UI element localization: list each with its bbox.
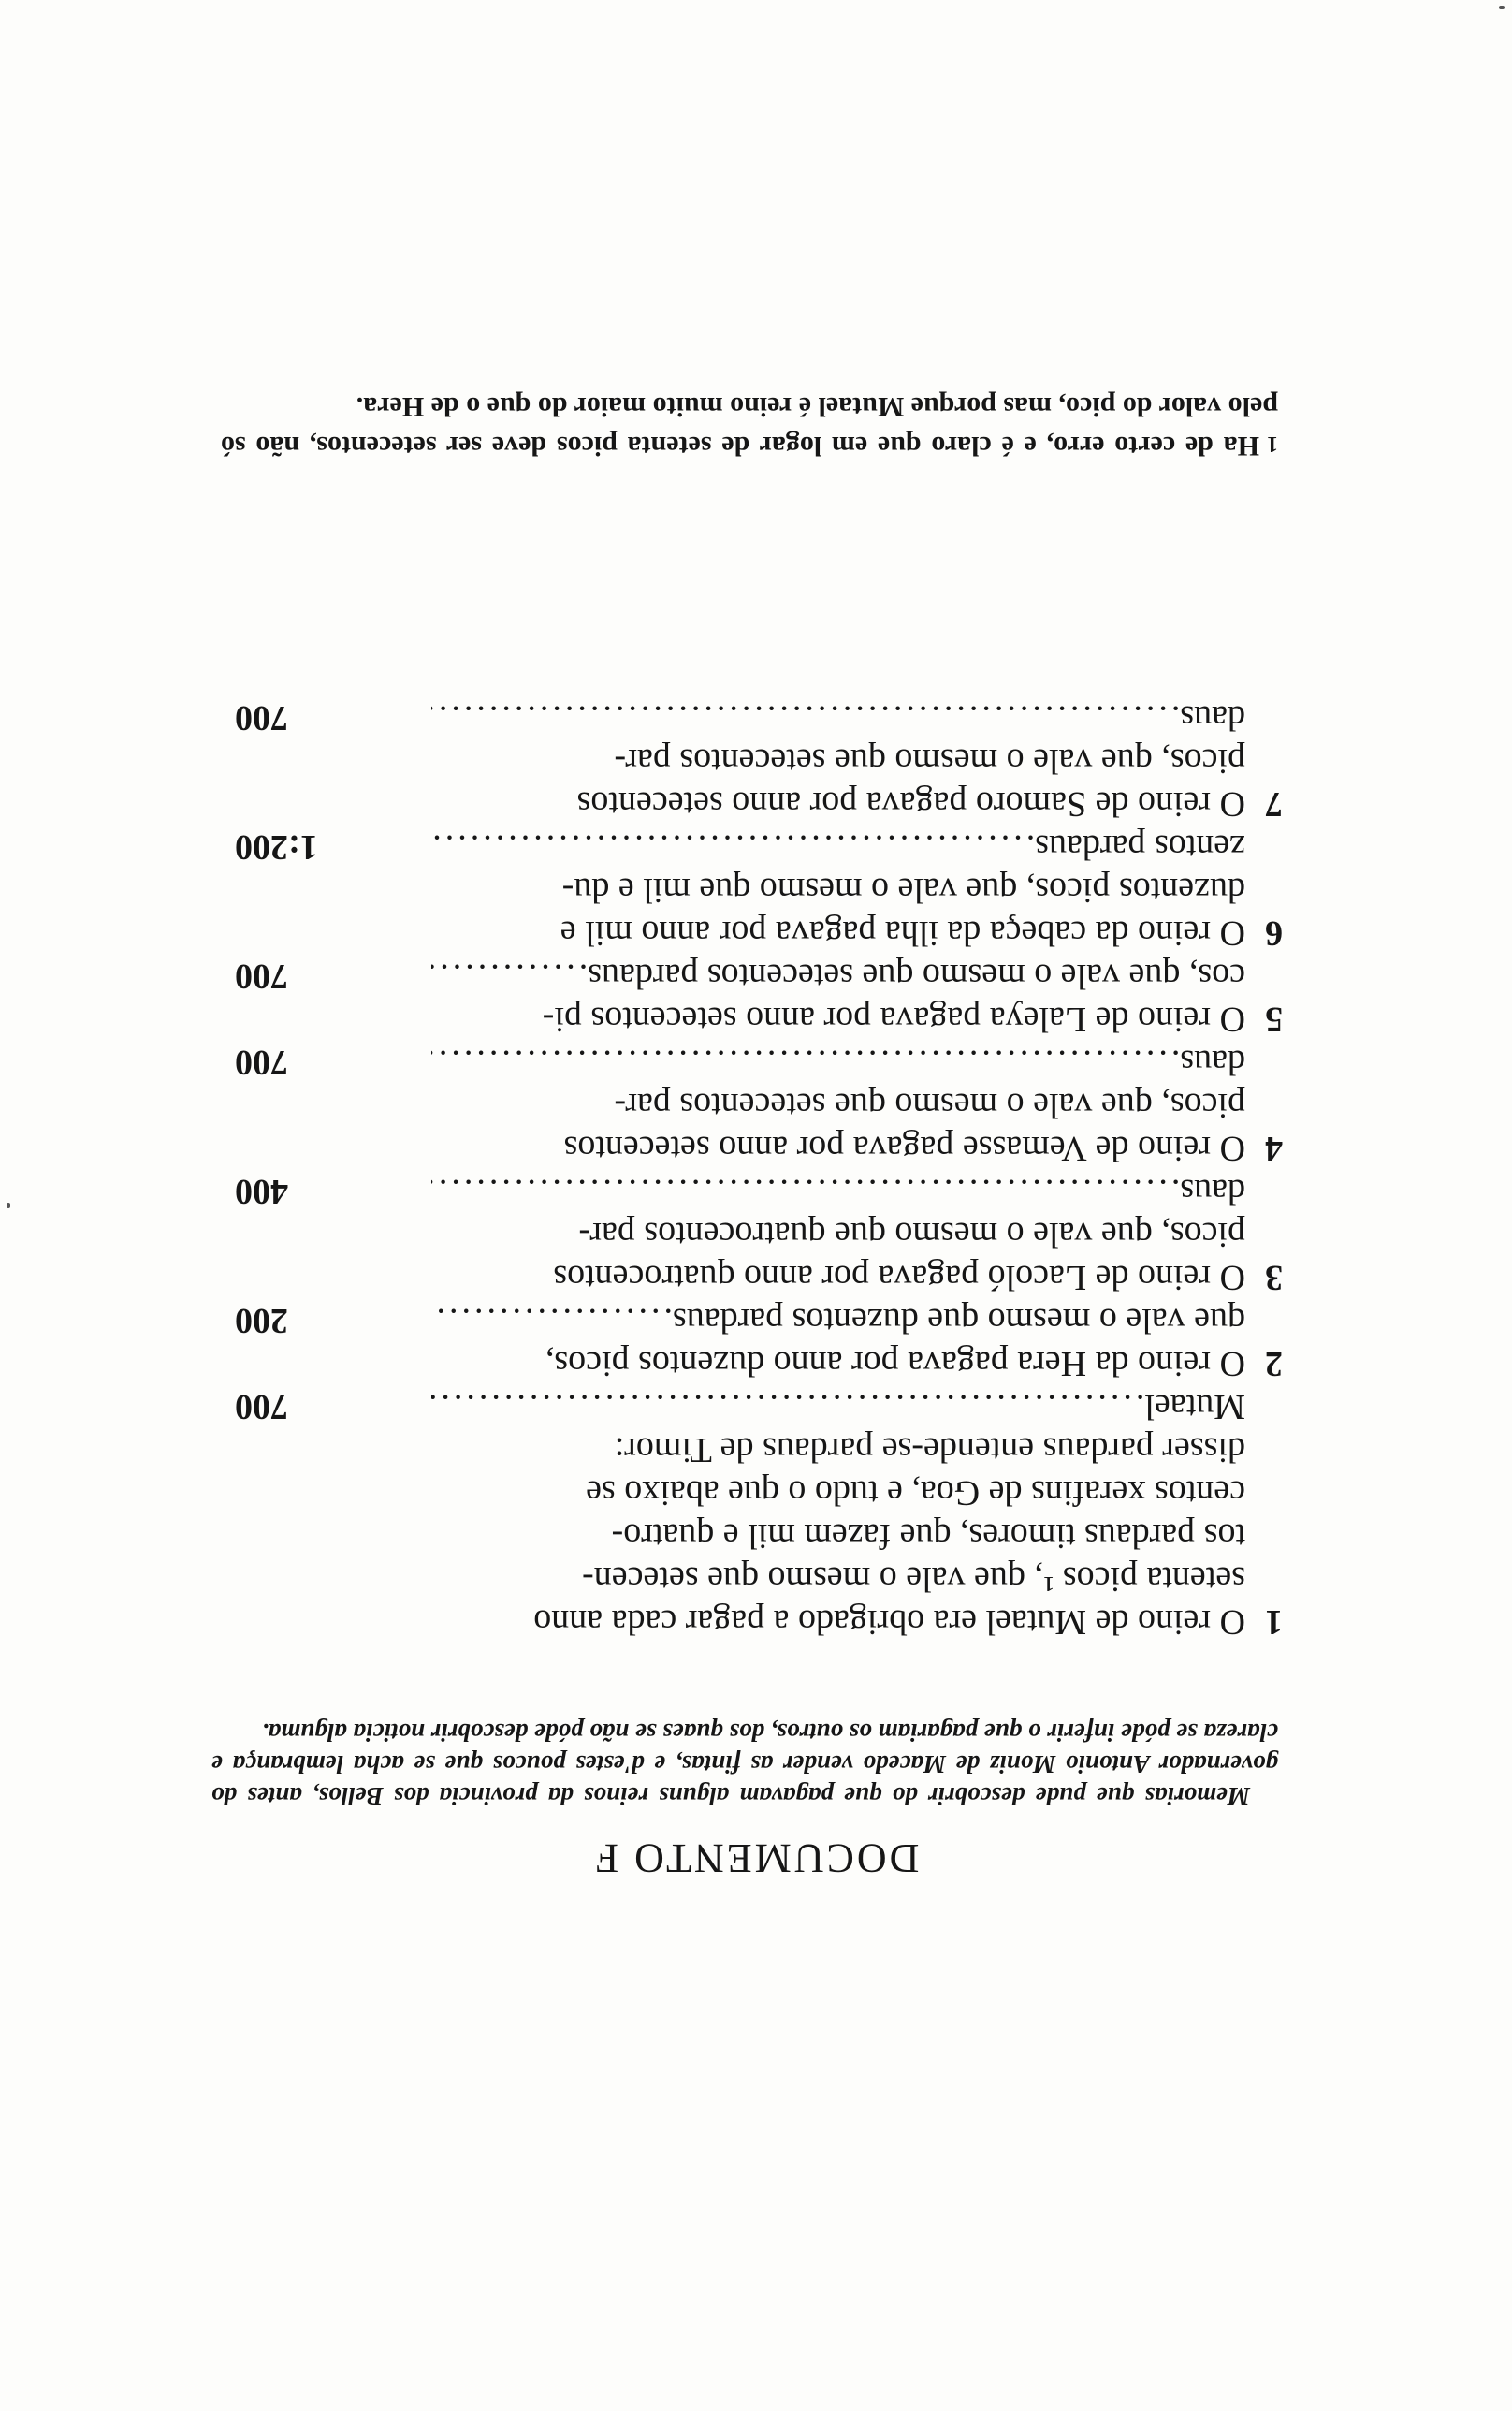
entry-amount: 700 — [235, 1387, 288, 1426]
document-heading: DOCUMENTO F — [592, 1835, 920, 1881]
entry-line-tail: que vale o mesmo que duzentos pardaus — [672, 1301, 1245, 1340]
entry-line-tail: cos, que vale o mesmo que setecentos pardaus — [588, 957, 1245, 996]
tribute-entry-2 — [188, 1299, 1283, 1385]
tribute-entry-5 — [188, 955, 1283, 1041]
entry-line: O reino de Laleya pagava por anno setecentos pi- — [542, 1000, 1245, 1039]
entry-line-tail: zentos pardaus — [1035, 827, 1245, 867]
entry-number: 5 — [1265, 1000, 1283, 1039]
tribute-list — [188, 696, 1283, 1644]
entry-line: centos xerafins de Goa, e tudo o que abaixo se — [586, 1473, 1245, 1512]
entry-line-tail: daus — [1180, 1043, 1245, 1082]
tribute-entry-1 — [188, 1385, 1283, 1644]
entry-line: disser pardaus entende-se pardaus de Timor: — [614, 1430, 1245, 1469]
entry-text — [431, 1041, 1245, 1170]
footnote-text: Ha de certo erro, e é claro que em logar de setenta picos deve ser setecentos, não só pelo valor do pico, mas porque Mutael é reino muito maior do que o de Hera. — [221, 391, 1278, 461]
entry-line: setenta picos ¹, que vale o mesmo que setecen- — [582, 1559, 1245, 1599]
entry-number: 1 — [1265, 1602, 1283, 1642]
entry-line: picos, que vale o mesmo que setecentos par- — [614, 1086, 1245, 1125]
entry-number: 2 — [1265, 1344, 1283, 1383]
entry-last-line — [431, 696, 1245, 739]
footnote — [221, 387, 1278, 464]
entry-line: O reino da cabeça da ilha pagava por anno mil e — [560, 913, 1245, 953]
intro-paragraph: Memorias que pude descobrir do que pagavam alguns reinos da provincia dos Bellos, antes do governador Antonio Moniz de Macedo vender as fintas, e d'estes poucos que se acha lembrança e clareza se póde inferir o que pagariam os outros, dos quaes se não póde descobrir noticia alguma. — [211, 1718, 1278, 1810]
entry-amount: 400 — [235, 1172, 288, 1211]
entry-amount: 700 — [235, 698, 288, 738]
entry-line: O reino de Vemasse pagava por anno setecentos — [563, 1129, 1245, 1168]
entry-line: O reino de Mutael era obrigado a pagar cada anno — [533, 1602, 1245, 1642]
ink-speck — [1499, 6, 1505, 9]
entry-line-tail: daus — [1180, 698, 1245, 738]
entry-line-tail: daus — [1180, 1172, 1245, 1211]
entry-amount: 700 — [235, 957, 288, 996]
entry-number: 3 — [1265, 1258, 1283, 1297]
entry-text — [431, 1170, 1245, 1299]
entry-number: 6 — [1265, 913, 1283, 953]
leader-dots — [431, 696, 1180, 739]
entry-last-line — [431, 1299, 1245, 1342]
entry-line: duzentos picos, que vale o mesmo que mil e du- — [561, 870, 1245, 910]
entry-number: 7 — [1265, 784, 1283, 824]
entry-number: 4 — [1265, 1129, 1283, 1168]
entry-amount: 700 — [235, 1043, 288, 1082]
leader-dots — [431, 1170, 1180, 1213]
entry-line: picos, que vale o mesmo que setecentos par- — [614, 741, 1245, 781]
entry-line: O reino de Samoro pagava por anno setecentos — [576, 784, 1245, 824]
leader-dots — [431, 955, 588, 998]
leader-dots — [431, 826, 1035, 869]
entry-amount: 200 — [235, 1301, 288, 1340]
entry-last-line — [431, 1041, 1245, 1084]
leader-dots — [431, 1299, 673, 1342]
ink-speck — [7, 1203, 10, 1208]
entry-last-line — [431, 1170, 1245, 1213]
entry-text — [431, 955, 1245, 1041]
tribute-entry-7 — [188, 696, 1283, 826]
footnote-marker: 1 — [1267, 431, 1278, 456]
entry-line-tail: Mutael — [1144, 1387, 1245, 1426]
entry-text — [431, 1385, 1245, 1644]
entry-line: O reino de Lacoló pagava por anno quatrocentos — [553, 1258, 1245, 1297]
entry-text — [431, 1299, 1245, 1385]
tribute-entry-4 — [188, 1041, 1283, 1170]
entry-line: O reino da Hera pagava por anno duzentos picos, — [545, 1344, 1245, 1383]
entry-amount: 1:200 — [235, 827, 318, 867]
entry-line: picos, que vale o mesmo que quatrocentos par- — [578, 1215, 1245, 1254]
tribute-entry-3 — [188, 1170, 1283, 1299]
entry-last-line — [431, 955, 1245, 998]
leader-dots — [431, 1385, 1144, 1428]
leader-dots — [431, 1041, 1180, 1084]
entry-text — [431, 826, 1245, 955]
entry-text — [431, 696, 1245, 826]
entry-line: tos pardaus timores, que fazem mil e quatro- — [611, 1516, 1245, 1556]
entry-last-line — [431, 1385, 1245, 1428]
tribute-entry-6 — [188, 826, 1283, 955]
entry-last-line — [431, 826, 1245, 869]
